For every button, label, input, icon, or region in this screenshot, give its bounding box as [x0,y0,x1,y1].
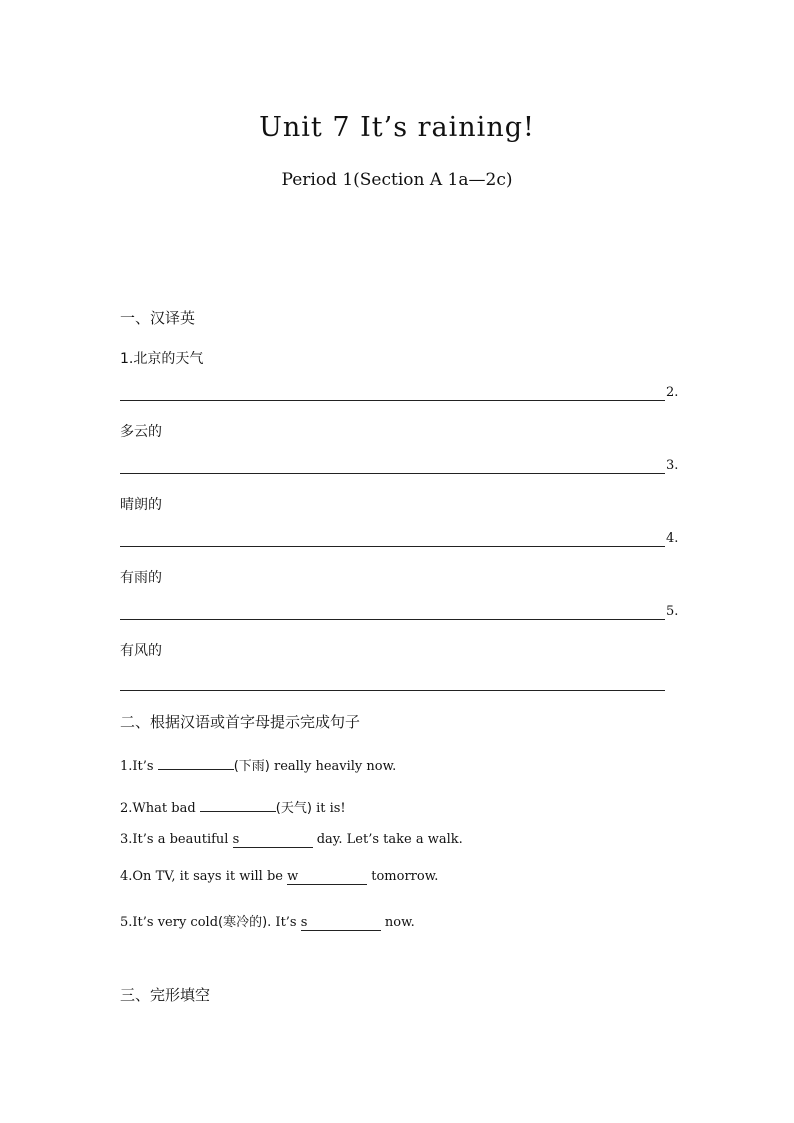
sentence-1-hint: (下雨) [233,759,270,774]
page-subtitle: Period 1(Section A 1a—2c) [281,170,513,190]
item-number-3: 3. [666,458,679,473]
section1-item-3: 晴朗的 [120,497,162,513]
sentence-3-after: day. Let’s take a walk. [312,832,463,847]
section1-item-2: 多云的 [120,424,162,440]
sentence-5-mid-hint: (寒冷的) [218,915,268,930]
sentence-5-after: now. [380,915,415,930]
answer-line-2 [120,473,665,474]
sentence-5-before: 5.It’s very cold [120,915,219,930]
sentence-4 [120,869,438,885]
sentence-5-blank: s [301,916,381,931]
sentence-1-before: 1.It’s [120,759,158,774]
sentence-1-after: really heavily now. [269,759,397,774]
sentence-2-before: 2.What bad [120,801,200,816]
sentence-2-hint: (天气) [275,801,312,816]
sentence-1-blank [158,769,234,770]
section1-item-1: 1.北京的天气 [120,351,204,367]
sentence-2-after: it is! [311,801,346,816]
section2-heading: 二、根据汉语或首字母提示完成句子 [120,713,361,731]
page-title: Unit 7 It’s raining! [259,112,535,143]
sentence-5-mid-text: . It’s [267,915,301,930]
item-number-4: 4. [666,531,679,546]
sentence-3 [120,832,463,848]
sentence-2-blank [200,811,276,812]
section1-item-5: 有风的 [120,643,162,659]
answer-line-4 [120,619,665,620]
sentence-5 [120,911,415,931]
section3-heading: 三、完形填空 [120,986,211,1004]
answer-line-5 [120,690,665,691]
sentence-4-after: tomorrow. [367,869,439,884]
sentence-4-before: 4.On TV, it says it will be [120,869,288,884]
sentence-4-blank: w [287,870,367,885]
item-number-5: 5. [666,604,679,619]
sentence-3-blank: s [233,833,313,848]
sentence-1 [120,755,396,774]
sentence-3-before: 3.It’s a beautiful [120,832,233,847]
sentence-2 [120,797,346,816]
answer-line-3 [120,546,665,547]
item-number-2: 2. [666,385,679,400]
section1-item-4: 有雨的 [120,570,162,586]
section1-heading: 一、汉译英 [120,309,196,327]
answer-line-1 [120,400,665,401]
